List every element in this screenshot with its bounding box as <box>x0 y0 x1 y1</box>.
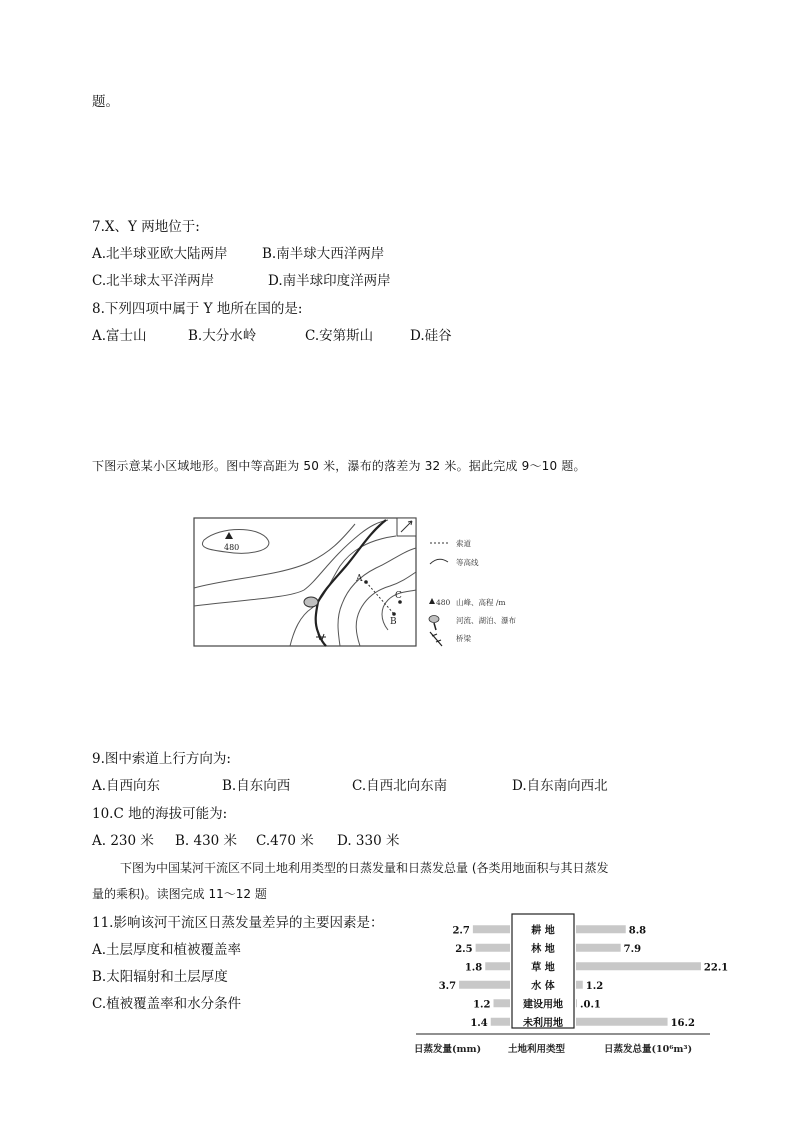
right-bar <box>576 925 626 933</box>
legend-contour-label: 等高线 <box>456 558 479 567</box>
q8-option-a: A.富士山 <box>92 328 147 344</box>
evaporation-chart <box>410 912 730 1062</box>
q9-option-b: B.自东向西 <box>222 778 291 794</box>
peak-elevation-label: 480 <box>224 543 240 552</box>
point-c-label: C <box>395 591 402 601</box>
right-value-label: 22.1 <box>703 962 729 974</box>
left-bar <box>494 999 511 1007</box>
right-bar <box>576 999 577 1007</box>
category-label: 建设用地 <box>523 999 563 1011</box>
q10-option-b: B. 430 米 <box>175 833 238 849</box>
q11-option-c: C.植被覆盖率和水分条件 <box>92 996 242 1012</box>
q10-stem: 10.C 地的海拔可能为: <box>92 806 228 822</box>
q8-option-b: B.大分水岭 <box>188 328 257 344</box>
q7-option-b: B.南半球大西洋两岸 <box>262 246 385 262</box>
right-value-label: 8.8 <box>628 925 647 937</box>
right-bar <box>576 944 621 952</box>
point-a-marker <box>364 580 368 584</box>
legend-contour-icon <box>430 559 448 564</box>
q7-stem: 7.X、Y 两地位于: <box>92 219 200 235</box>
category-label: 水 体 <box>531 980 555 992</box>
chart-intro-line-2: 量的乘积)。读图完成 11～12 题 <box>92 887 267 901</box>
point-b-marker <box>392 612 396 616</box>
q10-option-d: D. 330 米 <box>337 833 400 849</box>
q7-option-a: A.北半球亚欧大陆两岸 <box>92 246 228 262</box>
map-intro-text: 下图示意某小区域地形。图中等高距为 50 米，瀑布的落差为 32 米。据此完成 9～10 题。 <box>92 459 586 473</box>
q7-option-c: C.北半球太平洋两岸 <box>92 273 215 289</box>
legend-river-label: 河流、湖泊、瀑布 <box>456 616 516 625</box>
topographic-map <box>190 512 550 652</box>
q8-option-c: C.安第斯山 <box>305 328 374 344</box>
x-axis-label-right: 日蒸发总量(10⁶m³) <box>604 1044 693 1055</box>
category-label: 耕 地 <box>531 925 555 937</box>
left-value-label: 3.7 <box>438 980 457 992</box>
q9-stem: 9.图中索道上行方向为: <box>92 751 231 767</box>
right-bar <box>576 981 583 989</box>
intro-tail-text: 题。 <box>92 94 119 110</box>
q7-option-d: D.南半球印度洋两岸 <box>268 273 391 289</box>
legend-lake-icon <box>429 616 439 623</box>
left-bar <box>473 925 510 933</box>
left-bar <box>485 962 510 970</box>
q8-option-d: D.硅谷 <box>410 328 452 344</box>
point-a-label: A <box>356 574 363 584</box>
legend-bridge-label: 桥梁 <box>456 634 471 643</box>
point-b-label: B <box>390 617 397 627</box>
legend-peak-icon <box>429 598 435 604</box>
category-label: 未利用地 <box>523 1017 563 1029</box>
q9-option-c: C.自西北向东南 <box>352 778 448 794</box>
category-label: 林 地 <box>531 943 555 955</box>
lake <box>304 597 318 607</box>
legend-peak-label: 山峰、高程 /m <box>456 598 506 607</box>
left-value-label: 2.7 <box>452 925 470 937</box>
left-bar <box>476 944 510 952</box>
x-axis-label-center: 土地利用类型 <box>508 1044 566 1055</box>
q11-option-b: B.太阳辐射和土层厚度 <box>92 969 228 985</box>
chart-intro-line-1: 下图为中国某河干流区不同土地利用类型的日蒸发量和日蒸发总量 (各类用地面积与其日蒸发 <box>120 861 609 875</box>
legend-river-icon <box>434 623 436 630</box>
right-value-label: 16.2 <box>670 1017 695 1029</box>
q9-option-d: D.自东南向西北 <box>512 778 608 794</box>
left-value-label: 1.4 <box>470 1017 488 1029</box>
left-value-label: 1.2 <box>473 999 491 1011</box>
q8-stem: 8.下列四项中属于 Y 地所在国的是: <box>92 301 303 317</box>
q11-stem: 11.影响该河干流区日蒸发量差异的主要因素是： <box>92 915 384 931</box>
left-bar <box>459 981 510 989</box>
legend-peak-value: 480 <box>436 598 451 607</box>
category-label: 草 地 <box>531 962 555 974</box>
right-bar <box>576 962 701 970</box>
legend-bridge-icon <box>430 632 442 646</box>
right-value-label: 1.2 <box>585 980 604 992</box>
right-bar <box>576 1018 668 1026</box>
x-axis-label-left: 日蒸发量(mm) <box>414 1044 482 1055</box>
q10-option-c: C.470 米 <box>256 833 314 849</box>
left-bar <box>491 1018 510 1026</box>
q11-option-a: A.土层厚度和植被覆盖率 <box>92 942 242 958</box>
left-value-label: 1.8 <box>464 962 483 974</box>
q9-option-a: A.自西向东 <box>92 778 161 794</box>
left-value-label: 2.5 <box>455 943 473 955</box>
legend-cableway-label: 索道 <box>456 539 471 548</box>
q10-option-a: A. 230 米 <box>92 833 154 849</box>
right-value-label: .0.1 <box>580 999 601 1011</box>
right-value-label: 7.9 <box>623 943 642 955</box>
